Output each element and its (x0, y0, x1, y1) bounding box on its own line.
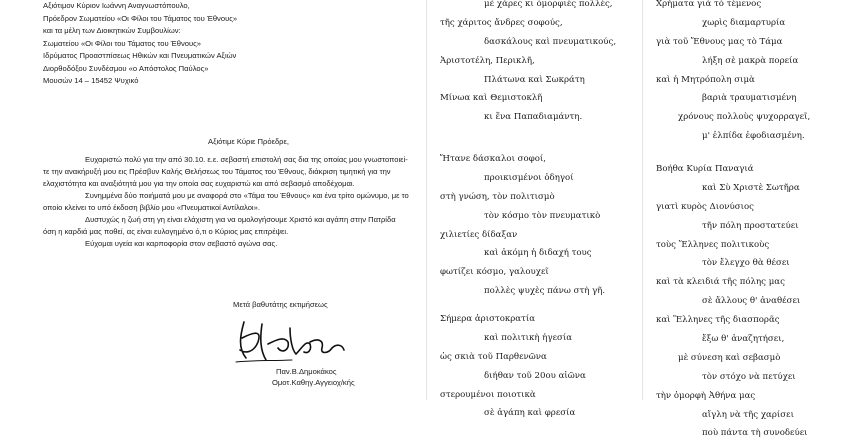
stanza (440, 0, 616, 127)
poem-line: γιατὶ κυρὸς Διονύσιος (656, 201, 754, 212)
poem-line: τὸν κόσμο τὸν πνευματικὸ (484, 210, 601, 221)
poem-line: πολλὲς ψυχὲς πάνω στὴ γῆ. (484, 286, 606, 297)
poem-line: δασκάλους καὶ πνευματικούς, (484, 36, 617, 47)
stanza (440, 310, 586, 423)
poem-line: μὲ χάρες κι ὀμορφιές πολλές, (484, 0, 613, 9)
stanza (656, 160, 808, 443)
address-line: Διορθοδόξου Συνδέσμου «ο Απόστολος Παύλος» (43, 63, 209, 73)
address-line: Ιδρύματος Προαστπίσεως Ηθικών και Πνευματικών Αξιών (43, 51, 237, 60)
body-line: οποίο κλείνει το υπό έκδοση βιβλίο μου «Πνευματικοί Αντίλαλοι». (43, 203, 260, 212)
poem-line: γιὰ τοῦ Ἔθνους μας τὸ Τάμα (656, 36, 783, 47)
poem-line: ποὺ πάντα τὴ συνοδεύει (702, 428, 808, 439)
closing: Μετά βαθυτάτης εκτιμήσεως (233, 300, 328, 309)
poem-line: καὶ πολιτικὴ ἡγεσία (484, 332, 573, 343)
poem-line: σὲ ἀγάπη καὶ φρεσία (484, 408, 576, 419)
poem-line: καὶ ἡ Μητρόπολη σιμὰ (656, 74, 755, 85)
body-line: Εύχομαι υγεία και καρποφορία στον σεβαστό αγώνα σας. (85, 239, 278, 248)
address-line: Αξιότιμον Κύριον Ιωάννη Αναγνωστόπουλο, (43, 1, 190, 10)
poem-line: ἔξω θ' ἀναζητήσει, (702, 334, 785, 345)
poem-line: κι ἕνα Παπαδιαμάντη. (484, 112, 583, 123)
body-line: τε την ανακήρυξή μου εις Πρέσβυν Καλής Θελήσεως του Τάματος του Έθνους, διάκριση τιμητική για την (43, 167, 391, 176)
poem-line: καὶ Σὺ Χριστὲ Σωτῆρα (702, 182, 800, 193)
stanza (440, 150, 605, 301)
poem-line: φωτίζει κόσμο, γαλουχεῖ (440, 267, 549, 278)
body-line: Ευχαριστώ πολύ για την από 30.10. ε.ε. σεβαστή επιστολή σας δια της οποίας μου γνωστοποιεί- (85, 155, 408, 164)
poem-line: Χρήματα γιὰ τὸ τέμενος (656, 0, 762, 9)
poem-line: Ἀριστοτέλη, Περικλῆ, (440, 55, 535, 66)
poem-line: μ' ἐλπίδα ἐφοδιασμένη. (702, 131, 805, 142)
page-divider (426, 0, 427, 400)
poem-line: χωρὶς διαμαρτυρία (702, 17, 786, 28)
greeting: Αξιότιμε Κύριε Πρόεδρε, (208, 137, 289, 146)
poem-line: Βοήθα Κυρία Παναγιά (656, 164, 754, 174)
poem-line: Μίνωα καὶ Θεμιστοκλῆ (440, 93, 543, 104)
poem-line: μὲ σύνεση καὶ σεβασμὸ (678, 352, 781, 363)
poem-line: χρόνους πολλοὺς ψυχορραγεῖ, (678, 112, 811, 123)
handwritten-signature (232, 314, 352, 366)
letter-body (43, 154, 415, 250)
recipient-address (43, 0, 237, 88)
poem-line: βαριὰ τραυματισμένη (702, 93, 797, 104)
poem-line: διήθαν τοῦ 20ου αἰῶνα (484, 370, 586, 381)
poem-line: τὴν ὀμορφὴ Ἀθήνα μας (656, 390, 756, 401)
poem-line: τὸν στόχο νὰ πετύχει (702, 371, 796, 382)
poem-line: τὸν ἔλεγχο θὰ θέσει (702, 258, 790, 269)
poem-line: ὡς σκιὰ τοῦ Παρθενῶνα (440, 351, 547, 362)
poem-line: στὴ γνώση, τὸν πολιτισμὸ (440, 191, 555, 202)
signer-title: Ομοτ.Καθηγ.Αγγειοχ/κής (272, 378, 355, 387)
poem-line: αἴγλη νὰ τῆς χαρίσει (702, 409, 794, 420)
body-line: όση η καρδιά μας ποθεί, ας είναι ευλογημένο ό,τι ο Κύριος μας επιτρέψει. (43, 227, 289, 236)
poem-line: καὶ τὰ κλειδιά τῆς πόλης μας (656, 277, 785, 288)
body-line: Δυστυχώς η ζωή στη γη είναι ελάχιστη για να ομολογήσουμε Χριστό και αγάπη στην Πατρίδα (85, 215, 396, 224)
poem-line: καὶ Ἕλληνες τῆς διασπορᾶς (656, 315, 780, 326)
body-line: Συνημμένα δύο ποιήματά μου με αναφορά στο «Τάμα του Έθνους» και ένα τρίτο ομώνυμο, με το (85, 191, 409, 200)
poem-line: προικισμένοι ὁδηγοί (484, 172, 574, 183)
poem-line: στερουμένοι ποιοτικὰ (440, 389, 536, 400)
stanza (656, 0, 810, 146)
letter-page (0, 0, 420, 400)
poem-page-right (646, 0, 848, 439)
address-line: Μουσών 14 – 15452 Ψυχικό (43, 76, 139, 85)
poem-line: τοὺς Ἕλληνες πολιτικοὺς (656, 239, 770, 250)
poem-line: σὲ ἄλλους θ' ἀναθέσει (702, 296, 801, 307)
address-line: Πρόεδρον Σωματείου «Οι Φίλοι του Τάματος του Έθνους» (43, 13, 238, 23)
poem-line: τῆς χάριτος ἄνδρες σοφούς, (440, 17, 563, 28)
signer-name: Παν.Β.Δημοκάκος (276, 367, 337, 376)
body-line: ελαχιστότητα και αναξιότητά μου για την οποία σας ευχαριστώ και από σεβασμό αποδέχομαι. (43, 179, 355, 188)
poem-line: λήξη σὲ μακρὰ πορεία (702, 55, 799, 66)
poem-line: χιλιετίες δίδαξαν (440, 229, 518, 240)
poem-line: Ἤτανε δάσκαλοι σοφοί, (440, 154, 546, 164)
poem-line: τῆν πόλη προστατεύει (702, 220, 799, 231)
poem-line: καὶ ἀκόμη ἡ διδαχή τους (484, 248, 592, 259)
poem-page-middle (430, 0, 640, 419)
page-divider (642, 0, 643, 400)
poem-line: Πλάτωνα καὶ Σωκράτη (484, 74, 585, 85)
poem-line: Σήμερα ἀριστοκρατία (440, 314, 536, 324)
address-line: και τα μέλη των Διοικητικών Συμβουλίων: (43, 26, 181, 35)
address-line: Σωματείου «Οι Φίλοι του Τάματος του Έθνους» (43, 38, 202, 48)
